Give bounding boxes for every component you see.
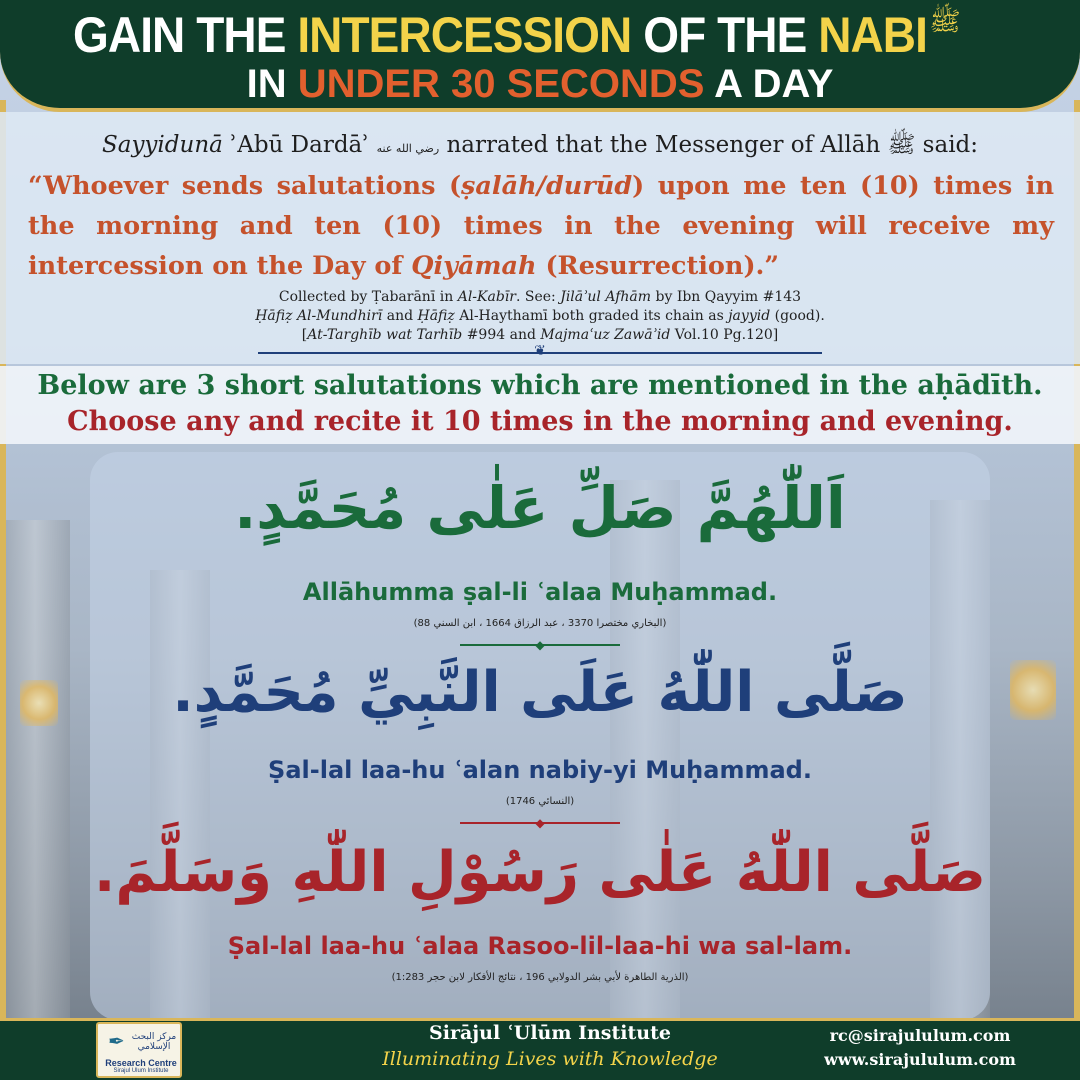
headline-text: GAIN THE — [73, 7, 298, 63]
salutation-1-transliteration: Allāhumma ṣal-li ʿalaa Muḥammad. — [302, 578, 778, 606]
narrator-name: ʾAbū Dardāʾ — [222, 132, 377, 158]
source-text: Collected by Ṭabarānī in — [278, 289, 458, 305]
ornament-divider — [460, 638, 620, 652]
source-text: [ — [301, 327, 308, 343]
salawat-seal-icon: ﷺ — [929, 7, 961, 37]
headline-text: A DAY — [704, 62, 834, 106]
narration-text: said: — [915, 132, 979, 158]
ornament-divider-icon: ◆ — [535, 638, 545, 652]
quote-text: (Resurrection).” — [536, 251, 780, 281]
source-line-2 — [0, 307, 1080, 326]
headline-highlight: UNDER 30 SECONDS — [297, 62, 705, 106]
salutation-2-transliteration: Ṣal-lal laa-hu ʿalan nabiy-yi Muḥammad. — [268, 756, 812, 784]
headline-line-1 — [40, 6, 960, 64]
hadith-sources — [0, 288, 1080, 345]
narration-text: narrated that the Messenger of Allāh — [439, 132, 888, 158]
instruction-line-2: Choose any and recite it 10 times in the morning and evening. — [67, 406, 1013, 437]
salutation-1-arabic: اَللّٰهُمَّ صَلِّ عَلٰى مُحَمَّدٍ. — [234, 474, 846, 542]
header-banner — [0, 0, 1080, 112]
contact-email-link[interactable]: rc@sirajululum.com — [829, 1026, 1011, 1045]
source-book: Al-Kabīr — [457, 289, 516, 305]
salutation-3-transliteration: Ṣal-lal laa-hu ʿalaa Rasoo-lil-laa-hi wa sal-lam. — [227, 932, 853, 960]
ornament-divider-icon: ❦ — [534, 343, 546, 359]
logo-title: Research Centre — [105, 1058, 177, 1068]
organization-tagline: Illuminating Lives with Knowledge — [382, 1048, 718, 1070]
source-scholar: Ḥāfiẓ Al-Mundhirī — [255, 308, 383, 324]
source-text: (good). — [770, 308, 825, 324]
salutation-2-reference: (النسائي 1746) — [505, 796, 575, 807]
source-text: . See: — [515, 289, 561, 305]
hadith-narration — [0, 112, 1080, 364]
salutation-3-reference: (الذرية الطاهرة لأبي بشر الدولابي 196 ، نتائج الأفكار لابن حجر 1:283) — [391, 972, 689, 983]
salutation-1-reference: (البخاري مختصرا 3370 ، عبد الرزاق 1664 ، ابن السني 88) — [413, 618, 667, 629]
source-text: and — [382, 308, 418, 324]
quote-term: Qiyāmah — [411, 251, 537, 281]
headline-text: OF THE — [631, 7, 819, 63]
logo-subtitle: Sirajul Ulum Institute — [113, 1068, 169, 1074]
lamp-right — [1010, 660, 1056, 720]
salawat-seal-icon: ﷺ — [887, 132, 916, 158]
narrator-title: Sayyidunā — [101, 132, 223, 158]
salutation-3-arabic: صَلَّى اللّٰهُ عَلٰى رَسُوْلِ اللّٰهِ وَسَلَّمَ. — [94, 840, 986, 905]
salutation-2-arabic: صَلَّى اللّٰهُ عَلَى النَّبِيِّ مُحَمَّدٍ. — [172, 660, 908, 725]
source-line-1 — [0, 288, 1080, 307]
quote-text: ) upon me ten (10) times in the morning and ten (10) times in the evening will receive my intercession on the Day of — [28, 171, 1054, 281]
headline-line-2 — [0, 62, 1080, 107]
source-text: Vol.10 Pg.120] — [670, 327, 779, 343]
instruction-line-1: Below are 3 short salutations which are mentioned in the aḥādīth. — [37, 370, 1043, 401]
lamp-left — [20, 680, 58, 726]
logo-arabic-text: مركز البحث الإسلامي — [131, 1032, 177, 1052]
instruction-banner — [0, 366, 1080, 444]
headline-highlight: NABI — [818, 7, 927, 63]
source-text: by Ibn Qayyim #143 — [651, 289, 802, 305]
source-book: At-Targhīb wat Tarhīb — [307, 327, 463, 343]
minaret-left — [0, 520, 70, 1040]
source-grade: jayyid — [728, 308, 771, 324]
headline-highlight: INTERCESSION — [297, 7, 632, 63]
source-book: Majmaʿuz Zawāʾid — [540, 327, 671, 343]
source-book: Jilāʾul Afhām — [560, 289, 652, 305]
website-link[interactable]: www.sirajululum.com — [824, 1050, 1016, 1069]
salutations-panel — [90, 452, 990, 1020]
radiyallahu-seal-icon: رضي الله عنه — [376, 142, 440, 155]
ornament-divider-icon: ◆ — [535, 816, 545, 830]
source-text: #994 and — [462, 327, 541, 343]
quote-term: ṣalāh/durūd — [461, 171, 633, 201]
organization-name: Sirājul ʿUlūm Institute — [429, 1022, 671, 1044]
headline-text: IN — [246, 62, 298, 106]
source-text: Al-Haythamī both graded its chain as — [454, 308, 729, 324]
feather-pen-icon: ✒ — [108, 1029, 125, 1053]
hadith-quote — [28, 166, 1054, 286]
quote-text: “Whoever sends salutations ( — [28, 171, 462, 201]
narration-intro — [0, 130, 1080, 164]
ornament-divider — [460, 816, 620, 830]
source-scholar: Ḥāfiẓ — [417, 308, 455, 324]
research-centre-logo — [96, 1022, 182, 1078]
